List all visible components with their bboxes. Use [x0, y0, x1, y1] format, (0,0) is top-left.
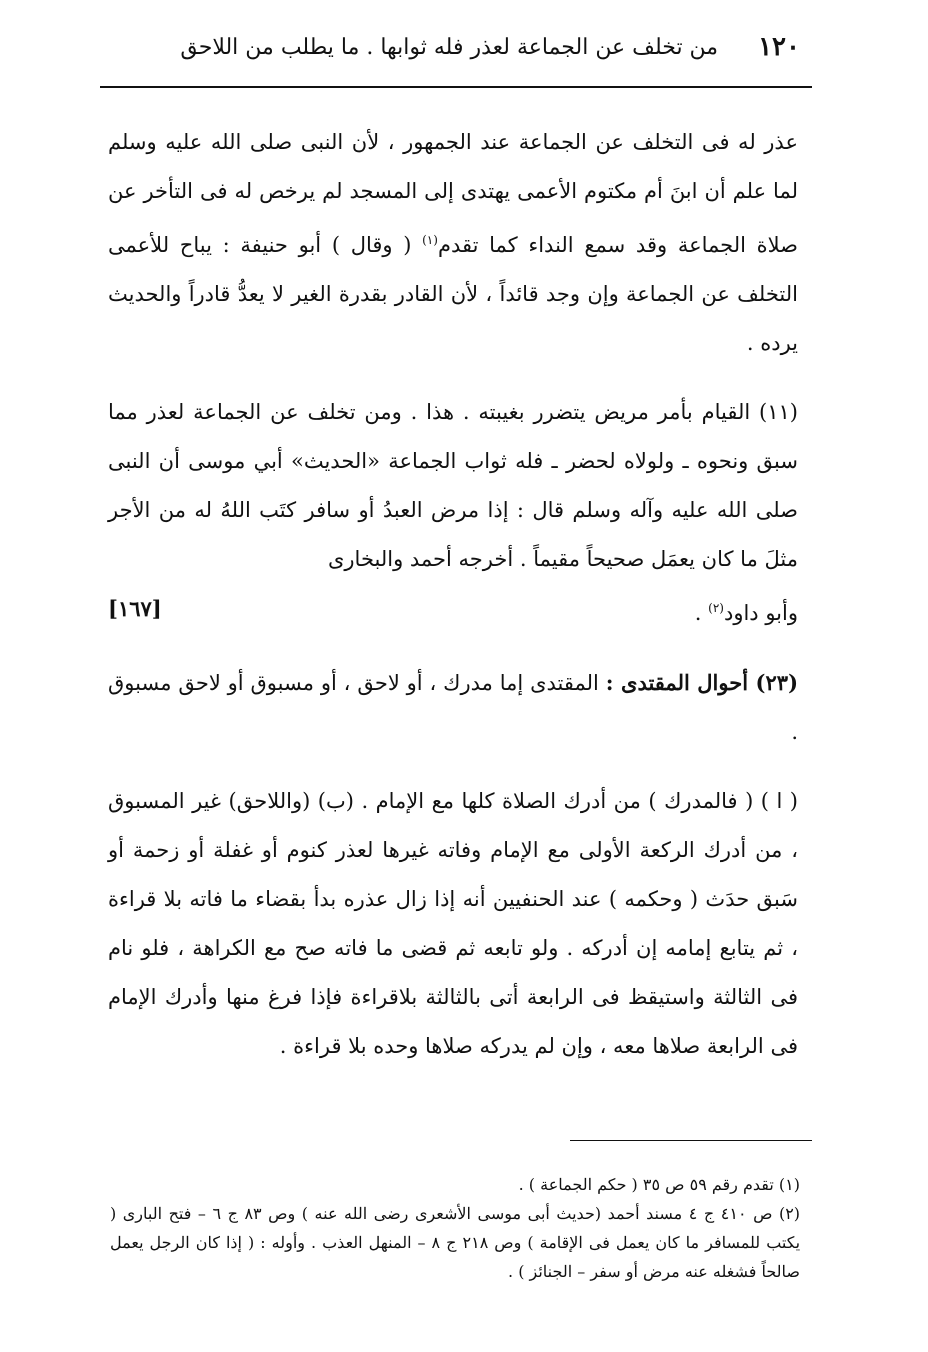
paragraph-1 — [108, 118, 798, 368]
paragraph-4-text: ( ا ) ( فالمدرك ) من أدرك الصلاة كلها مع الإمام . (ب) (واللاحق) غير المسبوق ، من أدرك الركعة الأولى مع الإمام وفاته غيرها لعذر كنوم أو غفلة أو زحمة أو سَبق حدَث ( وحكمه ) عند الحنفيين أنه إذا زال عذره بدأ بقضاء ما فاته بلا قراءة ، ثم يتابع إمامه إن أدركه . ولو تابعه ثم قضى ما فاته صح مع الكراهة ، فلو نام فى الثالثة واستيقظ فى الرابعة أتى بالثالثة بلاقراءة فإذا فرغ منها وأدرك الإمام فى الرابعة صلاها معه ، وإن لم يدركه صلاها وحده بلا قراءة . — [108, 789, 798, 1058]
paragraph-3-text: المقتدى إما مدرك ، أو لاحق ، أو مسبوق أو لاحق مسبوق . — [108, 671, 798, 744]
paragraph-1-continuation: ( وقال ) أبو حنيفة : يباح للأعمى التخلف عن الجماعة وإن وجد قائداً ، لأن القادر بقدرة الغير لا يعدُّ قادراً والحديث يرده . — [108, 233, 798, 355]
hadith-reference-number: [١٦٧] — [108, 596, 162, 621]
paragraph-4 — [108, 777, 798, 1071]
paragraph-2-last-line — [108, 584, 798, 638]
footnote-marker-1: (١) — [422, 233, 438, 247]
paragraph-2 — [108, 388, 798, 584]
paragraph-1-text: عذر له فى التخلف عن الجماعة عند الجمهور ، لأن النبى صلى الله عليه وسلم لما علم أن ابنَ أم مكتوم الأعمى يهتدى إلى المسجد لم يرخص له فى التأخر عن صلاة الجماعة وقد سمع النداء كما تقدم — [108, 130, 798, 257]
paragraph-2-text: (١١) القيام بأمر مريض يتضرر بغيبته . هذا . ومن تخلف عن الجماعة لعذر مما سبق ونحوه ـ ولولاه لحضر ـ فله ثواب الجماعة «الحديث» أبي موسى أن النبى صلى الله عليه وآله وسلم قال : إذا مرض العبدُ أو سافر كتَب اللهُ له من الأجر مثلَ ما كان يعمَل صحيحاً مقيماً . أخرجه أحمد والبخارى — [108, 400, 798, 571]
footnote-1: (١) تقدم رقم ٥٩ ص ٣٥ ( حكم الجماعة ) . — [518, 1175, 800, 1194]
paragraph-2-last-words: وأبو داود — [723, 601, 798, 625]
section-title: (٢٣) أحوال المقتدى : — [605, 670, 798, 695]
footnotes — [110, 1170, 800, 1286]
paragraph-3 — [108, 658, 798, 757]
footnote-marker-2: (٢) — [708, 601, 724, 615]
running-title: من تخلف عن الجماعة لعذر فله ثوابها . ما يطلب من اللاحق — [180, 34, 719, 60]
main-text — [108, 118, 798, 1071]
paragraph-2-last-text — [695, 584, 798, 638]
page-number: ١٢٠ — [758, 32, 800, 62]
paragraph-2-end: . — [694, 601, 709, 625]
header-divider — [100, 86, 812, 88]
footnote-divider — [570, 1140, 812, 1141]
page-header — [150, 22, 800, 72]
footnote-2: (٢) ص ٤١٠ ج ٤ مسند أحمد (حديث أبى موسى الأشعرى رضى الله عنه ) وص ٨٣ ج ٦ – فتح البارى ( يكتب للمسافر ما كان يعمل فى الإقامة ) وص ٢١٨ ج ٨ – المنهل العذب . وأوله : ( إذا كان الرجل يعمل صالحاً فشغله عنه مرض أو سفر – الجنائز ) . — [110, 1204, 801, 1281]
